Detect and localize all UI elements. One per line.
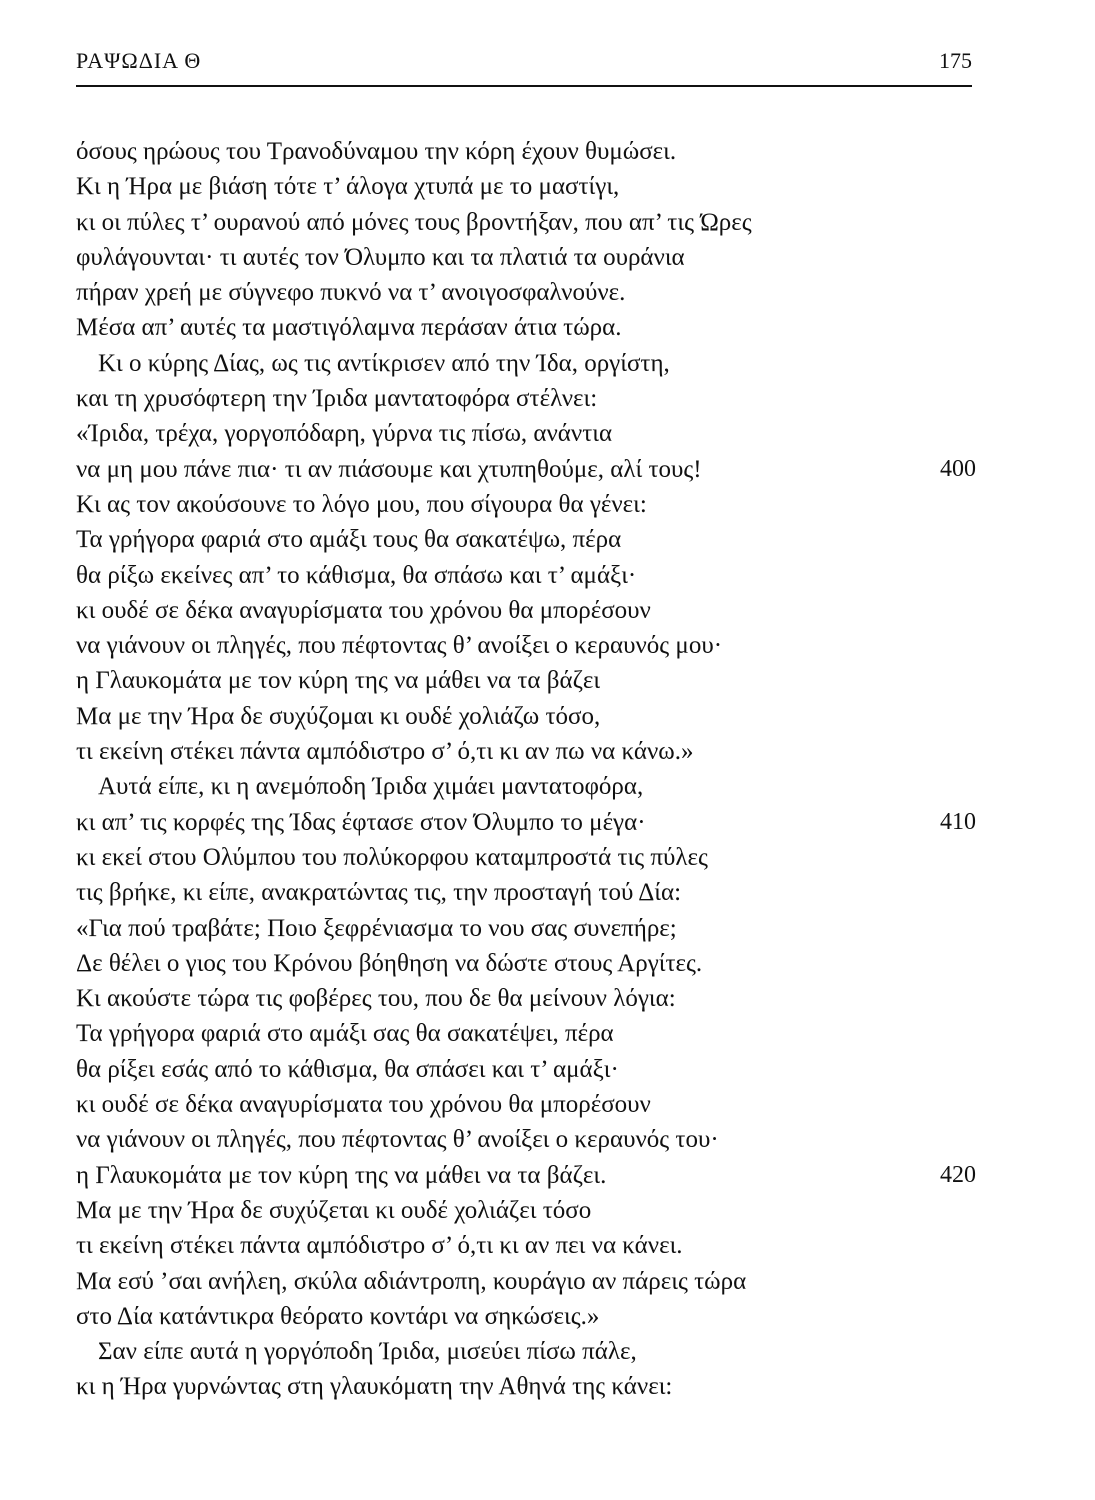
verse-line [76, 663, 976, 698]
verse-line [76, 1193, 976, 1228]
verse-line [76, 346, 976, 381]
verse-text: Δε θέλει ο γιος του Κρόνου βόηθηση να δώστε στους Αργίτες. [76, 949, 703, 977]
verse-line [76, 452, 976, 487]
verse-text: Τα γρήγορα φαριά στο αμάξι τους θα σακατέψω, πέρα [76, 526, 622, 554]
verse-text: κι ουδέ σε δέκα αναγυρίσματα του χρόνου θα μπορέσουν [76, 596, 651, 624]
verse-text: να γιάνουν οι πληγές, που πέφτοντας θ’ ανοίξει ο κεραυνός του· [76, 1126, 719, 1154]
poem-text [76, 134, 976, 1405]
verse-text: Μα εσύ ’σαι ανήλεη, σκύλα αδιάντροπη, κουράγιο αν πάρεις τώρα [76, 1267, 747, 1295]
verse-line [76, 134, 976, 169]
verse-text: «Για πού τραβάτε; Ποιο ξεφρένιασμα το νου σας συνεπήρε; [76, 914, 677, 942]
verse-text: η Γλαυκομάτα με τον κύρη της να μάθει να τα βάζει. [76, 1161, 607, 1189]
line-number: 400 [940, 455, 976, 482]
verse-line [76, 240, 976, 275]
verse-text: θα ρίξω εκείνες απ’ το κάθισμα, θα σπάσω και τ’ αμάξι· [76, 561, 637, 589]
verse-text: Μα με την Ήρα δε συχύζεται κι ουδέ χολιάζει τόσο [76, 1196, 592, 1224]
verse-line [76, 1016, 976, 1051]
verse-text: τι εκείνη στέκει πάντα αμπόδιστρο σ’ ό,τι κι αν πει να κάνει. [76, 1232, 683, 1260]
verse-text: κι ουδέ σε δέκα αναγυρίσματα του χρόνου θα μπορέσουν [76, 1091, 651, 1119]
verse-text: Κι η Ήρα με βιάση τότε τ’ άλογα χτυπά με το μαστίγι, [76, 173, 620, 201]
verse-text: φυλάγουνται· τι αυτές τον Όλυμπο και τα πλατιά τα ουράνια [76, 243, 685, 271]
verse-text: τις βρήκε, κι είπε, ανακρατώντας τις, την προσταγή τού Δία: [76, 879, 682, 907]
verse-text: «Ίριδα, τρέχα, γοργοπόδαρη, γύρνα τις πίσω, ανάντια [76, 420, 613, 448]
verse-text: τι εκείνη στέκει πάντα αμπόδιστρο σ’ ό,τι κι αν πω να κάνω.» [76, 738, 694, 766]
verse-line [76, 628, 976, 663]
running-header [76, 48, 972, 88]
verse-line [76, 981, 976, 1016]
verse-line [76, 1122, 976, 1157]
verse-line [76, 699, 976, 734]
chapter-title: ΡΑΨΩΔΙΑ Θ [76, 48, 202, 73]
verse-text: κι απ’ τις κορφές της Ίδας έφτασε στον Όλυμπο το μέγα· [76, 808, 646, 836]
verse-text: Τα γρήγορα φαριά στο αμάξι σας θα σακατέψει, πέρα [76, 1020, 614, 1048]
verse-text: πήραν χρεή με σύγνεφο πυκνό να τ’ ανοιγοσφαλνούνε. [76, 279, 626, 307]
verse-line [76, 205, 976, 240]
verse-line [76, 310, 976, 345]
verse-text: κι οι πύλες τ’ ουρανού από μόνες τους βροντήξαν, που απ’ τις Ώρες [76, 208, 752, 236]
verse-line [76, 558, 976, 593]
verse-line [76, 1334, 976, 1369]
verse-line [76, 769, 976, 804]
verse-line [76, 1158, 976, 1193]
verse-text: η Γλαυκομάτα με τον κύρη της να μάθει να τα βάζει [76, 667, 601, 695]
verse-line [76, 911, 976, 946]
verse-line [76, 875, 976, 910]
verse-text: κι η Ήρα γυρνώντας στη γλαυκόματη την Αθηνά της κάνει: [76, 1373, 673, 1401]
verse-line [76, 1052, 976, 1087]
verse-line [76, 522, 976, 557]
verse-text: Κι ακούστε τώρα τις φοβέρες του, που δε θα μείνουν λόγια: [76, 985, 676, 1013]
verse-text: κι εκεί στου Ολύμπου του πολύκορφου καταμπροστά τις πύλες [76, 843, 708, 871]
verse-line [76, 487, 976, 522]
header-rule [76, 85, 972, 87]
verse-text: Μέσα απ’ αυτές τα μαστιγόλαμνα περάσαν άτια τώρα. [76, 314, 622, 342]
page-number: 175 [939, 48, 972, 73]
verse-line [76, 169, 976, 204]
verse-line [76, 734, 976, 769]
verse-text: Μα με την Ήρα δε συχύζομαι κι ουδέ χολιάζω τόσο, [76, 702, 601, 730]
verse-line [76, 593, 976, 628]
verse-text: όσους ηρώους του Τρανοδύναμου την κόρη έχουν θυμώσει. [76, 138, 677, 165]
verse-line [76, 946, 976, 981]
verse-line [76, 840, 976, 875]
verse-text: και τη χρυσόφτερη την Ίριδα μαντατοφόρα στέλνει: [76, 385, 598, 413]
verse-line [76, 416, 976, 451]
verse-text: Αυτά είπε, κι η ανεμόποδη Ίριδα χιμάει μαντατοφόρα, [98, 773, 644, 801]
verse-line [76, 1228, 976, 1263]
line-number: 410 [940, 808, 976, 835]
verse-line [76, 381, 976, 416]
verse-text: θα ρίξει εσάς από το κάθισμα, θα σπάσει και τ’ αμάξι· [76, 1055, 619, 1083]
verse-line [76, 1087, 976, 1122]
verse-line [76, 275, 976, 310]
verse-text: Κι ας τον ακούσουνε το λόγο μου, που σίγουρα θα γένει: [76, 490, 647, 518]
verse-text: να γιάνουν οι πληγές, που πέφτοντας θ’ ανοίξει ο κεραυνός μου· [76, 632, 723, 660]
verse-text: να μη μου πάνε πια· τι αν πιάσουμε και χτυπηθούμε, αλί τους! [76, 455, 702, 483]
line-number: 420 [940, 1161, 976, 1188]
verse-text: Σαν είπε αυτά η γοργόποδη Ίριδα, μισεύει πίσω πάλε, [98, 1338, 637, 1366]
verse-line [76, 1299, 976, 1334]
verse-text: Κι ο κύρης Δίας, ως τις αντίκρισεν από την Ίδα, οργίστη, [98, 349, 670, 377]
verse-line [76, 1264, 976, 1299]
verse-line [76, 805, 976, 840]
verse-line [76, 1369, 976, 1404]
verse-text: στο Δία κατάντικρα θεόρατο κοντάρι να σηκώσεις.» [76, 1302, 600, 1330]
